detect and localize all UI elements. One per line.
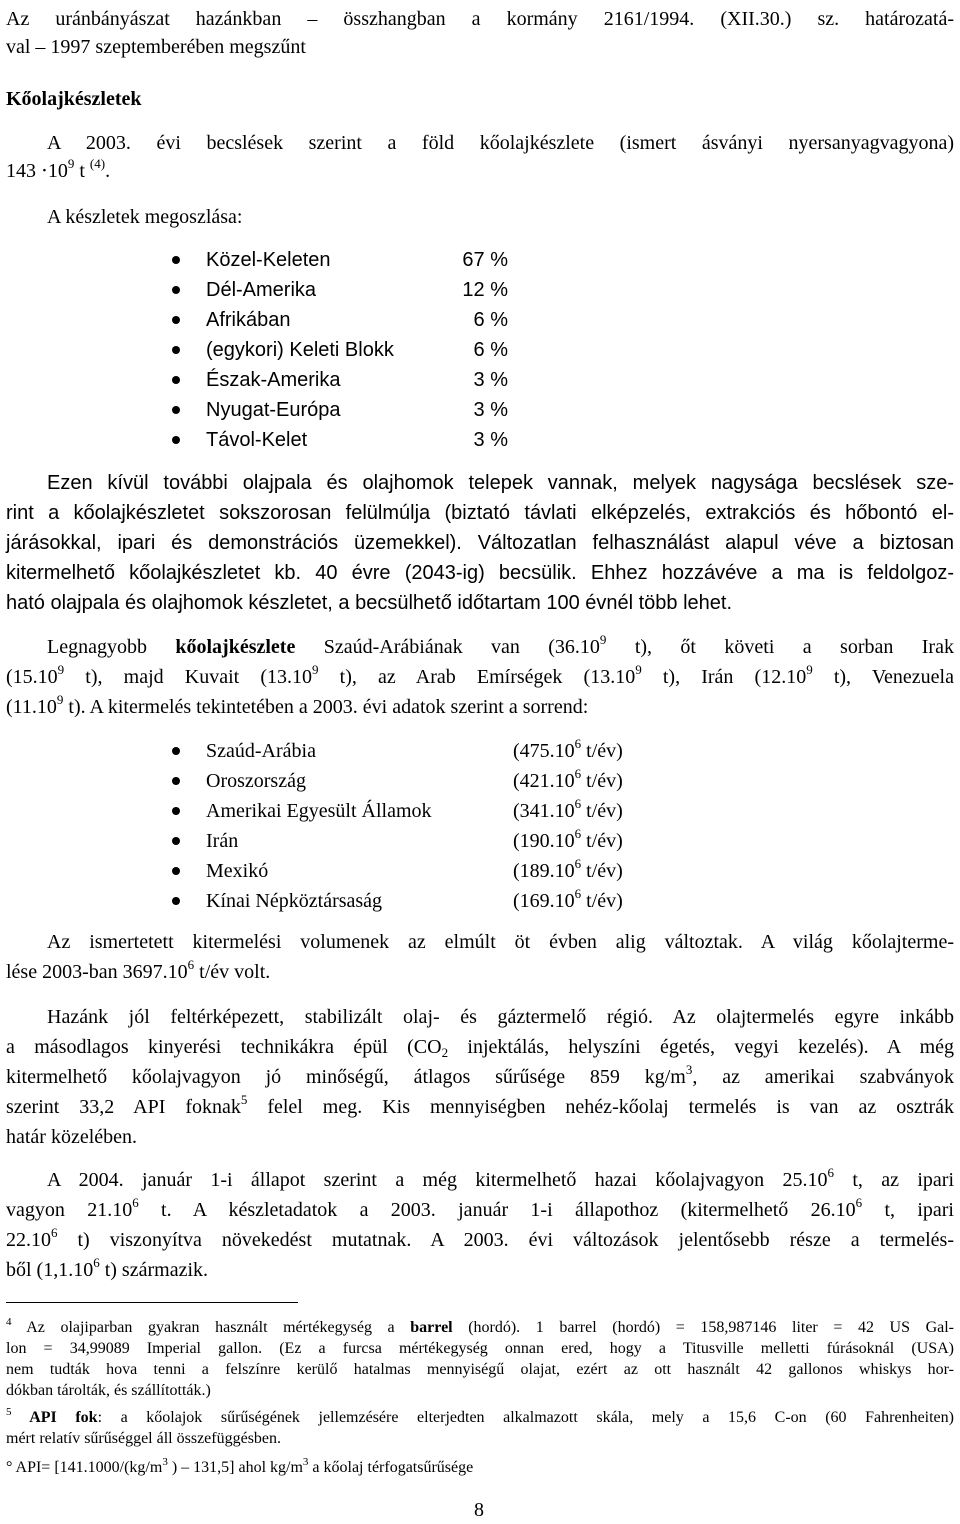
production-value: (189.10$^6$ t/év) (513, 856, 623, 882)
production-value: (190.10$^6$ t/év) (513, 826, 623, 852)
bullet-icon (172, 286, 180, 294)
para5-line-1: Hazánk jól feltérképezett, stabilizált olaj- és gáztermelő régió. Az olajtermelés egyre inkább (47, 1006, 954, 1028)
para3-line-2: (15.10$^9$ t), majd Kuvait (13.10$^9$ t), az Arab Emírségek (13.10$^9$ t), Irán (12.10$^9$ t), Venezuela (6, 662, 954, 688)
footnote-4-line-3: nem tudták hova tenni a felszínre kerülő hatalmas mennyiségű olajat, ezért az ott használt 42 gallonos whiskys hor- (6, 1361, 954, 1378)
country-name: Mexikó (206, 860, 269, 882)
footnote-4-line-4: dókban tárolták, és szállították.) (6, 1382, 211, 1399)
para2-line-5: ható olajpala és olajhomok készletet, a becsülhető időtartam 100 évnél több lehet. (6, 592, 733, 614)
bullet-icon (172, 747, 180, 755)
region-share: 3 % (473, 399, 508, 421)
bullet-icon (172, 256, 180, 264)
region-share: 3 % (473, 369, 508, 391)
para4-line-1: Az ismertetett kitermelési volumenek az elmúlt öt évben alig változtak. A világ kőolajterme- (47, 931, 954, 953)
para6-line-3: 22.10$^6$ t) viszonyítva növekedést mutatnak. A 2003. évi változások jelentősebb része a termelés- (6, 1225, 954, 1251)
para1-line-1: A 2003. évi becslések szerint a föld kőolajkészlete (ismert ásványi nyersanyagvagyona) (47, 132, 954, 154)
section-heading: Kőolajkészletek (6, 88, 142, 110)
intro-line-2: val – 1997 szeptemberében megszűnt (6, 36, 306, 58)
region-share: 6 % (473, 339, 508, 361)
para5-line-4: szerint 33,2 API foknak$^5$ felel meg. Kis mennyiségben nehéz-kőolaj termelés is van az osztrák (6, 1092, 954, 1118)
para3-line-1: Legnagyobb kőolajkészlete Szaúd-Arábiának van (36.10$^9$ t), őt követi a sorban Irak (47, 632, 954, 658)
bullet-icon (172, 867, 180, 875)
distribution-title: A készletek megoszlása: (47, 206, 243, 228)
bullet-icon (172, 316, 180, 324)
production-value: (341.10$^6$ t/év) (513, 796, 623, 822)
footnote-4-line-2: lon = 34,99089 Imperial gallon. (Ez a furcsa mértékegység onnan ered, hogy a Titusville melletti fúrásoknál (USA) (6, 1340, 954, 1357)
region-share: 67 % (462, 249, 508, 271)
bullet-icon (172, 436, 180, 444)
para2-line-3: járásokkal, ipari és demonstrációs üzemekkel). Változatlan felhasználást alapul véve a biztosan (6, 532, 954, 554)
bullet-icon (172, 406, 180, 414)
production-value: (475.10$^6$ t/év) (513, 736, 623, 762)
para6-line-1: A 2004. január 1-i állapot szerint a még kitermelhető hazai kőolajvagyon 25.10$^6$ t, az ipari (47, 1165, 954, 1191)
para5-line-3: kitermelhető kőolajvagyon jó minőségű, átlagos sűrűsége 859 $kg/m^3$, az amerikai szabványok (6, 1062, 954, 1088)
region-name: Afrikában (206, 309, 291, 331)
production-value: (421.10$^6$ t/év) (513, 766, 623, 792)
para2-line-2: rint a kőolajkészletet sokszorosan felülmúlja (biztató távlati elképzelés, extrakciós és hőbontó el- (6, 502, 954, 524)
bullet-icon (172, 897, 180, 905)
para5-line-5: határ közelében. (6, 1126, 138, 1148)
para5-line-2: a másodlagos kinyerési technikákra épül ($CO_2$ injektálás, helyszíni égetés, vegyi kezelés). A még (6, 1036, 955, 1060)
region-name: Észak-Amerika (206, 369, 341, 391)
page-number: 8 (474, 1499, 484, 1521)
para3-line-3: (11.10$^9$ t). A kitermelés tekintetében a 2003. évi adatok szerint a sorrend: (6, 692, 589, 718)
country-name: Irán (206, 830, 239, 852)
country-name: Kínai Népköztársaság (206, 890, 383, 912)
region-share: 6 % (473, 309, 508, 331)
para1-line-2: $143 \cdot 10^9$ t $^{(4)}$. (6, 156, 111, 182)
region-share: 12 % (462, 279, 508, 301)
country-name: Szaúd-Arábia (206, 740, 316, 762)
production-value: (169.10$^6$ t/év) (513, 886, 623, 912)
para2-line-4: kitermelhető kőolajkészletet kb. 40 évre (2043-ig) becsülik. Ehhez hozzávéve a ma is feldolgoz- (6, 562, 954, 584)
region-name: (egykori) Keleti Blokk (206, 339, 394, 361)
bullet-icon (172, 837, 180, 845)
footnote-5-line-2: mért relatív sűrűséggel áll összefüggésben. (6, 1430, 282, 1447)
footnote-4-line-1: $^4$ Az olajiparban gyakran használt mértékegység a barrel (hordó). 1 barrel (hordó) = 158,987146 liter = 42 US Gal- (6, 1316, 955, 1336)
para2-line-1: Ezen kívül további olajpala és olajhomok telepek vannak, melyek nagysága becslések sze- (47, 472, 954, 494)
intro-line-1: Az uránbányászat hazánkban – összhangban a kormány 2161/1994. (XII.30.) sz. határozatá- (6, 8, 954, 30)
country-name: Amerikai Egyesült Államok (206, 800, 432, 822)
bullet-icon (172, 807, 180, 815)
bullet-icon (172, 777, 180, 785)
bullet-icon (172, 376, 180, 384)
region-name: Dél-Amerika (206, 279, 317, 301)
region-name: Távol-Kelet (206, 429, 308, 451)
footnote-separator (6, 1302, 298, 1303)
para6-line-2: vagyon 21.10$^6$ t. A készletadatok a 2003. január 1-i állapothoz (kitermelhető 26.10$^6$ t, ipari (6, 1195, 954, 1221)
region-name: Közel-Keleten (206, 249, 331, 271)
bullet-icon (172, 346, 180, 354)
api-formula: ° $API= [141.1000/(kg/m^3$ ) – 131,5] ahol $kg/m^3$ a kőolaj térfogatsűrűsége (6, 1456, 474, 1476)
region-name: Nyugat-Európa (206, 399, 341, 421)
country-name: Oroszország (206, 770, 306, 792)
para6-line-4: ből (1,1.10$^6$ t) származik. (6, 1255, 208, 1281)
footnote-5-line-1: $^5$ API fok: a kőolajok sűrűségének jellemzésére elterjedten alkalmazott skála, mely a 15,6 C-on (60 Fahrenheiten) (6, 1406, 954, 1426)
para4-line-2: lése 2003-ban 3697.10$^6$ t/év volt. (6, 957, 271, 983)
region-share: 3 % (473, 429, 508, 451)
